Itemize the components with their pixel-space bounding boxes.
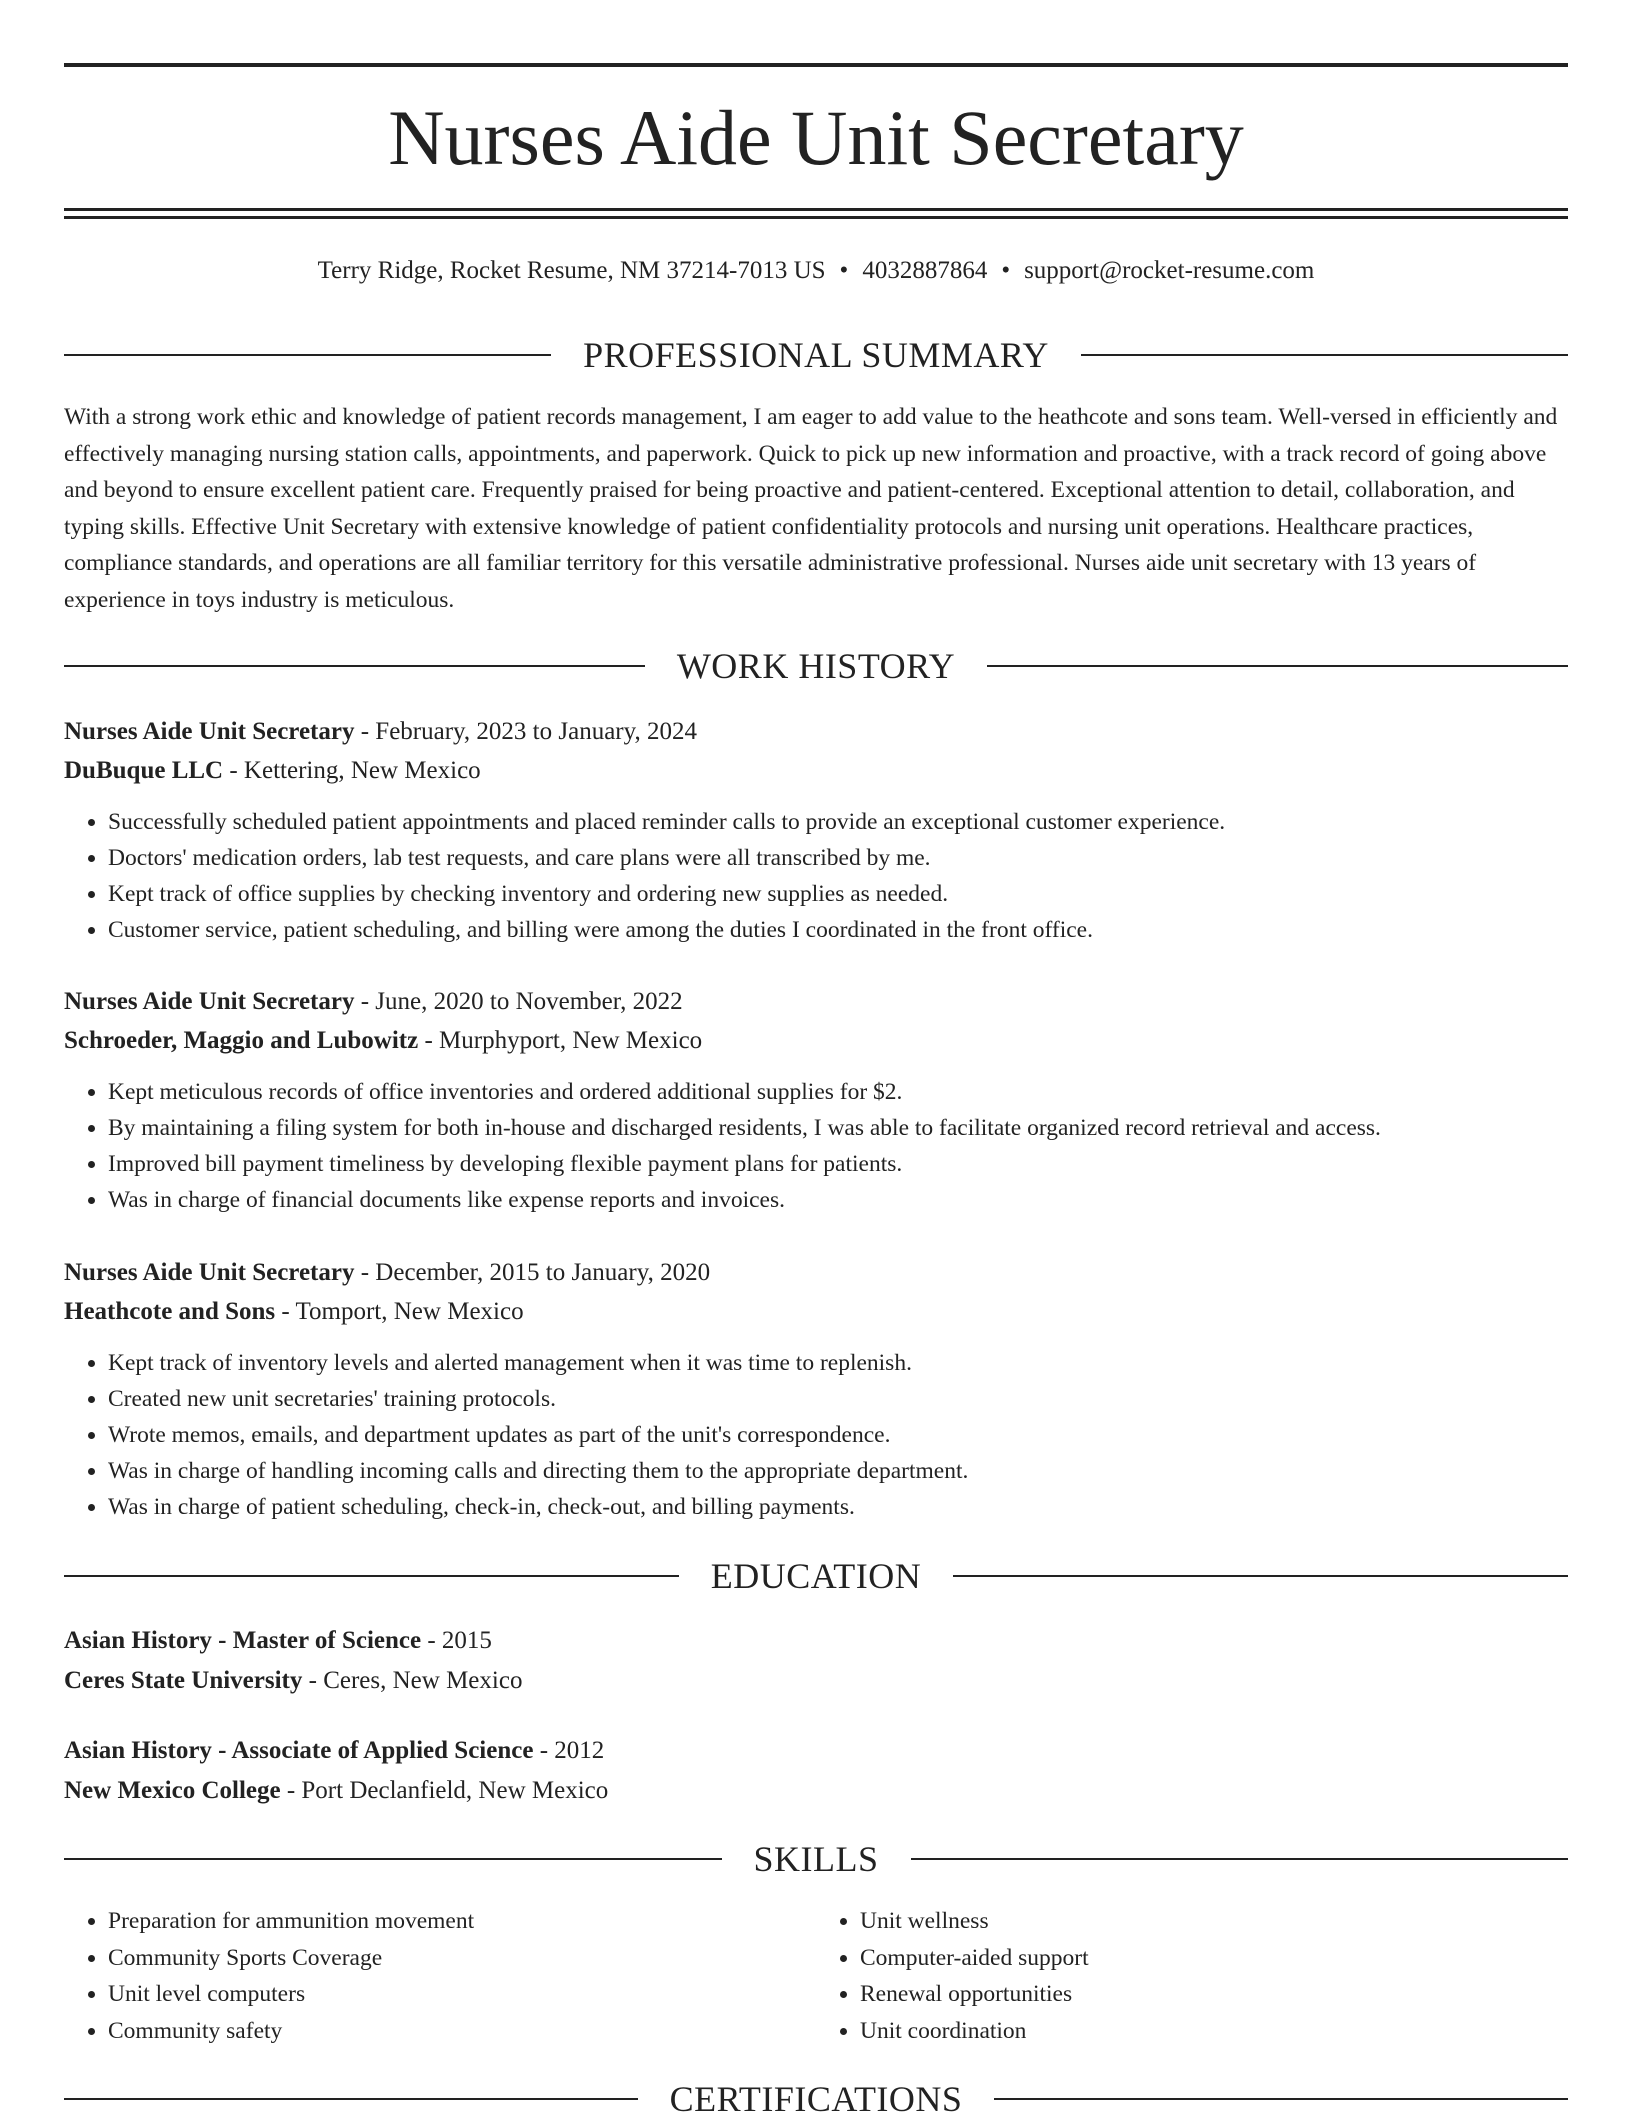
education-degree-line (64, 1731, 1568, 1771)
education-entry (64, 1621, 1568, 1701)
skills-list-left (64, 1903, 816, 2049)
job-title: Nurses Aide Unit Secretary (64, 718, 355, 745)
education-school-line (64, 1771, 1568, 1811)
education-degree-line (64, 1621, 1568, 1661)
job-entry (64, 712, 1568, 948)
section-heading-summary (64, 332, 1568, 378)
job-title: Nurses Aide Unit Secretary (64, 1259, 355, 1286)
heading-rule-right (987, 665, 1568, 667)
heading-rule-left (64, 354, 551, 356)
section-title-certifications: CERTIFICATIONS (669, 2079, 963, 2119)
section-heading-certifications (64, 2076, 1568, 2122)
title-rule-lower (64, 216, 1568, 219)
top-rule (64, 63, 1568, 67)
heading-rule-right (911, 1858, 1569, 1860)
skill-item: • Preparation for ammunition movement (108, 1903, 816, 1940)
job-company: Schroeder, Maggio and Lubowitz (64, 1027, 419, 1054)
education-location: - Port Declanfield, New Mexico (280, 1777, 609, 1804)
section-title-work: WORK HISTORY (676, 646, 956, 686)
education-degree: Asian History - Master of Science (64, 1627, 422, 1654)
job-location: - Tomport, New Mexico (275, 1298, 524, 1325)
education-location: - Ceres, New Mexico (302, 1667, 523, 1694)
job-bullet: • Created new unit secretaries' training protocols. (108, 1381, 1568, 1417)
job-title-line (64, 712, 1568, 751)
job-location: - Kettering, New Mexico (223, 757, 481, 784)
skill-item: • Unit wellness (860, 1903, 1568, 1940)
job-location: - Murphyport, New Mexico (418, 1027, 703, 1054)
section-heading-skills (64, 1836, 1568, 1882)
job-bullet: • Improved bill payment timeliness by developing flexible payment plans for patients. (108, 1146, 1568, 1182)
job-bullets (64, 804, 1568, 948)
contact-separator: • (1001, 257, 1011, 284)
skill-item: • Unit level computers (108, 1976, 816, 2013)
heading-rule-left (64, 665, 645, 667)
contact-line (64, 254, 1568, 288)
job-title: Nurses Aide Unit Secretary (64, 988, 355, 1015)
skill-item: • Computer-aided support (860, 1940, 1568, 1977)
heading-rule-left (64, 1858, 722, 1860)
job-company-line (64, 1292, 1568, 1331)
education-degree: Asian History - Associate of Applied Science (64, 1737, 534, 1764)
job-bullet: • Was in charge of handling incoming calls and directing them to the appropriate department. (108, 1453, 1568, 1489)
job-title-line (64, 1253, 1568, 1292)
job-title-line (64, 982, 1568, 1021)
skills-columns (64, 1903, 1568, 2049)
section-title-skills: SKILLS (753, 1839, 879, 1879)
education-entry (64, 1731, 1568, 1811)
job-company: DuBuque LLC (64, 757, 224, 784)
job-bullet: • Wrote memos, emails, and department updates as part of the unit's correspondence. (108, 1417, 1568, 1453)
heading-rule-left (64, 1575, 679, 1577)
job-bullet: • Kept track of inventory levels and alerted management when it was time to replenish. (108, 1345, 1568, 1381)
job-bullet: • Was in charge of patient scheduling, check-in, check-out, and billing payments. (108, 1489, 1568, 1525)
title-rule-upper (64, 208, 1568, 211)
contact-phone: 4032887864 (862, 257, 988, 284)
job-dates: - June, 2020 to November, 2022 (354, 988, 683, 1015)
job-bullet: • Was in charge of financial documents like expense reports and invoices. (108, 1182, 1568, 1218)
contact-separator: • (839, 257, 849, 284)
skill-item: • Unit coordination (860, 2013, 1568, 2050)
contact-email: support@rocket-resume.com (1024, 257, 1315, 284)
section-heading-education (64, 1553, 1568, 1599)
job-bullet: • By maintaining a filing system for both in-house and discharged residents, I was able to facilitate organized record retrieval and access. (108, 1110, 1568, 1146)
skill-item: • Community Sports Coverage (108, 1940, 816, 1977)
heading-rule-right (1081, 354, 1568, 356)
heading-rule-right (953, 1575, 1568, 1577)
education-school: New Mexico College (64, 1777, 281, 1804)
job-bullet: • Successfully scheduled patient appointments and placed reminder calls to provide an exceptional customer experience. (108, 804, 1568, 840)
job-entry (64, 982, 1568, 1218)
heading-rule-right (994, 2098, 1568, 2100)
education-year: - 2012 (533, 1737, 605, 1764)
skills-list-right (816, 1903, 1568, 2049)
section-heading-work (64, 643, 1568, 689)
resume-title: Nurses Aide Unit Secretary (388, 94, 1244, 181)
job-bullet: • Kept track of office supplies by checking inventory and ordering new supplies as needed. (108, 876, 1568, 912)
section-title-summary: PROFESSIONAL SUMMARY (583, 335, 1049, 375)
job-entry (64, 1253, 1568, 1525)
job-company-line (64, 751, 1568, 790)
job-dates: - February, 2023 to January, 2024 (354, 718, 697, 745)
job-bullet: • Doctors' medication orders, lab test requests, and care plans were all transcribed by me. (108, 840, 1568, 876)
job-dates: - December, 2015 to January, 2020 (354, 1259, 711, 1286)
education-school: Ceres State University (64, 1667, 303, 1694)
skill-item: • Renewal opportunities (860, 1976, 1568, 2013)
job-bullet: • Customer service, patient scheduling, and billing were among the duties I coordinated in the front office. (108, 912, 1568, 948)
contact-address: Terry Ridge, Rocket Resume, NM 37214-7013 US (317, 257, 826, 284)
education-year: - 2015 (421, 1627, 492, 1654)
section-title-education: EDUCATION (710, 1556, 922, 1596)
job-bullet: • Kept meticulous records of office inventories and ordered additional supplies for $2. (108, 1074, 1568, 1110)
education-school-line (64, 1661, 1568, 1701)
skill-item: • Community safety (108, 2013, 816, 2050)
job-bullets (64, 1074, 1568, 1218)
heading-rule-left (64, 2098, 638, 2100)
job-bullets (64, 1345, 1568, 1525)
job-company: Heathcote and Sons (64, 1298, 276, 1325)
summary-paragraph: With a strong work ethic and knowledge of patient records management, I am eager to add value to the heathcote and sons team. Well-versed in efficiently and effectively managing nursing station calls, appointments, and paperwork. Quick to pick up new information and proactive, with a track record of going above and beyond to ensure excellent patient care. Frequently praised for being proactive and patient-centered. Exceptional attention to detail, collaboration, and typing skills. Effective Unit Secretary with extensive knowledge of patient confidentiality protocols and nursing unit operations. Healthcare practices, compliance standards, and operations are all familiar territory for this versatile administrative professional. Nurses aide unit secretary with 13 years of experience in toys industry is meticulous. (64, 404, 1558, 613)
job-company-line (64, 1021, 1568, 1060)
